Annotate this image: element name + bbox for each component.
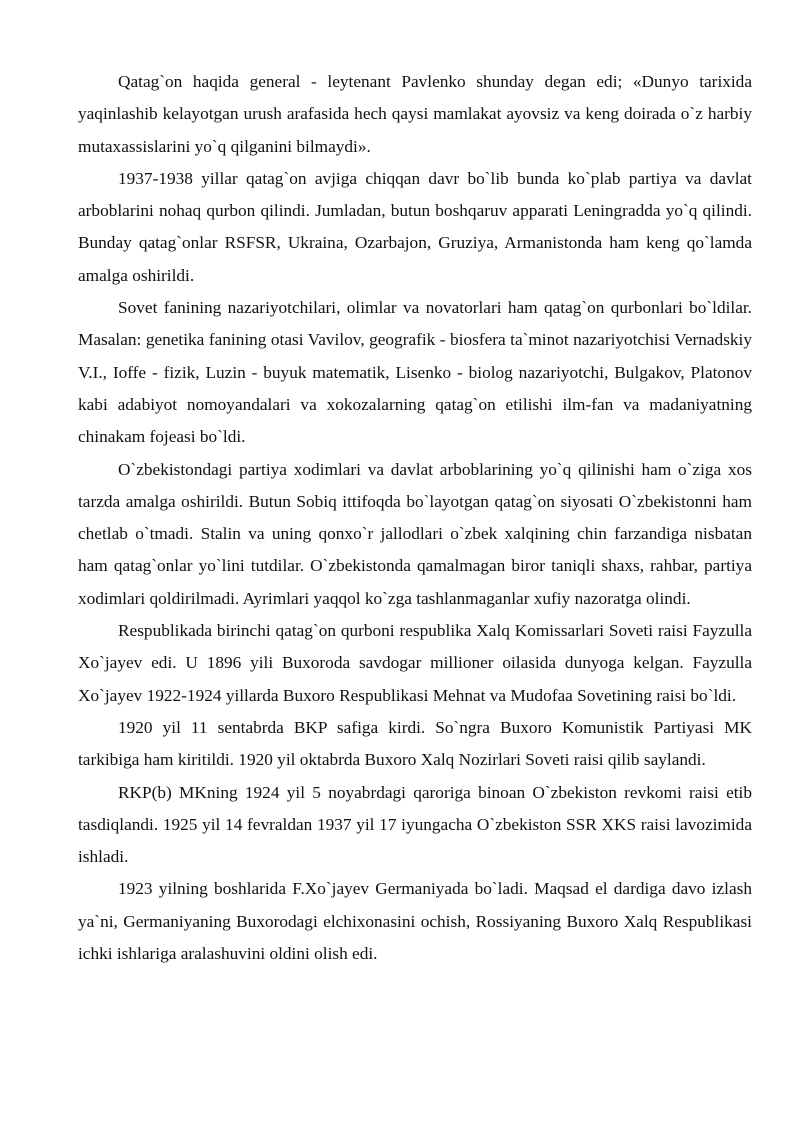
paragraph: 1937-1938 yillar qatag`on avjiga chiqqan davr bo`lib bunda ko`plab partiya va davlat arboblarini nohaq qurbon qilindi. Jumladan, butun boshqaruv apparati Leningradda yo`q qilindi. Bunday qatag`onlar RSFSR, Ukraina, Ozarbajon, Gruziya, Armanistonda ham keng qo`lamda amalga oshirildi.	[78, 168, 752, 285]
paragraph: Respublikada birinchi qatag`on qurboni respublika Xalq Komissarlari Soveti raisi Fayzulla Xo`jayev edi. U 1896 yili Buxoroda savdogar millioner oilasida dunyoga kelgan. Fayzulla Xo`jayev 1922-1924 yillarda Buxoro Respublikasi Mehnat va Mudofaa Sovetining raisi bo`ldi.	[78, 621, 752, 705]
paragraph: O`zbekistondagi partiya xodimlari va davlat arboblarining yo`q qilinishi ham o`ziga xos tarzda amalga oshirildi. Butun Sobiq ittifoqda bo`layotgan qatag`on siyosati O`zbekistonni ham chetlab o`tmadi. Stalin va uning qonxo`r jallodlari o`zbek xalqining chin farzandiga nisbatan ham qatag`onlar yo`lini tutdilar. O`zbekistonda qamalmagan biror taniqli shaxs, rahbar, partiya xodimlari qoldirilmadi. Ayrimlari yaqqol ko`zga tashlanmaganlar xufiy nazoratga olindi.	[78, 459, 752, 608]
paragraph: Sovet fanining nazariyotchilari, olimlar va novatorlari ham qatag`on qurbonlari bo`ldilar. Masalan: genetika fanining otasi Vavilov, geografik - biosfera ta`minot nazariyotchisi Vernadskiy V.I., Ioffe - fizik, Luzin - buyuk matematik, Lisenko - biolog nazariyotchi, Bulgakov, Platonov kabi adabiyot nomoyandalari va xokozalarning qatag`on etilishi ilm-fan va madaniyatning chinakam fojeasi bo`ldi.	[78, 298, 752, 447]
document-page	[78, 66, 752, 970]
paragraph: 1923 yilning boshlarida F.Xo`jayev Germaniyada bo`ladi. Maqsad el dardiga davo izlash ya`ni, Germaniyaning Buxorodagi elchixonasini ochish, Rossiyaning Buxoro Xalq Respublikasi ichki ishlariga aralashuvini oldini olish edi.	[78, 879, 752, 964]
paragraph: RKP(b) MKning 1924 yil 5 noyabrdagi qaroriga binoan O`zbekiston revkomi raisi etib tasdiqlandi. 1925 yil 14 fevraldan 1937 yil 17 iyungacha O`zbekiston SSR XKS raisi lavozimida ishladi.	[78, 782, 752, 867]
paragraph: 1920 yil 11 sentabrda BKP safiga kirdi. So`ngra Buxoro Komunistik Partiyasi MK tarkibiga ham kiritildi. 1920 yil oktabrda Buxoro Xalq Nozirlari Soveti raisi qilib saylandi.	[78, 717, 752, 770]
paragraph: Qatag`on haqida general - leytenant Pavlenko shunday degan edi; «Dunyo tarixida yaqinlashib kelayotgan urush arafasida hech qaysi mamlakat ayovsiz va keng doirada o`z harbiy mutaxassislarini yo`q qilganini bilmaydi».	[78, 72, 752, 156]
